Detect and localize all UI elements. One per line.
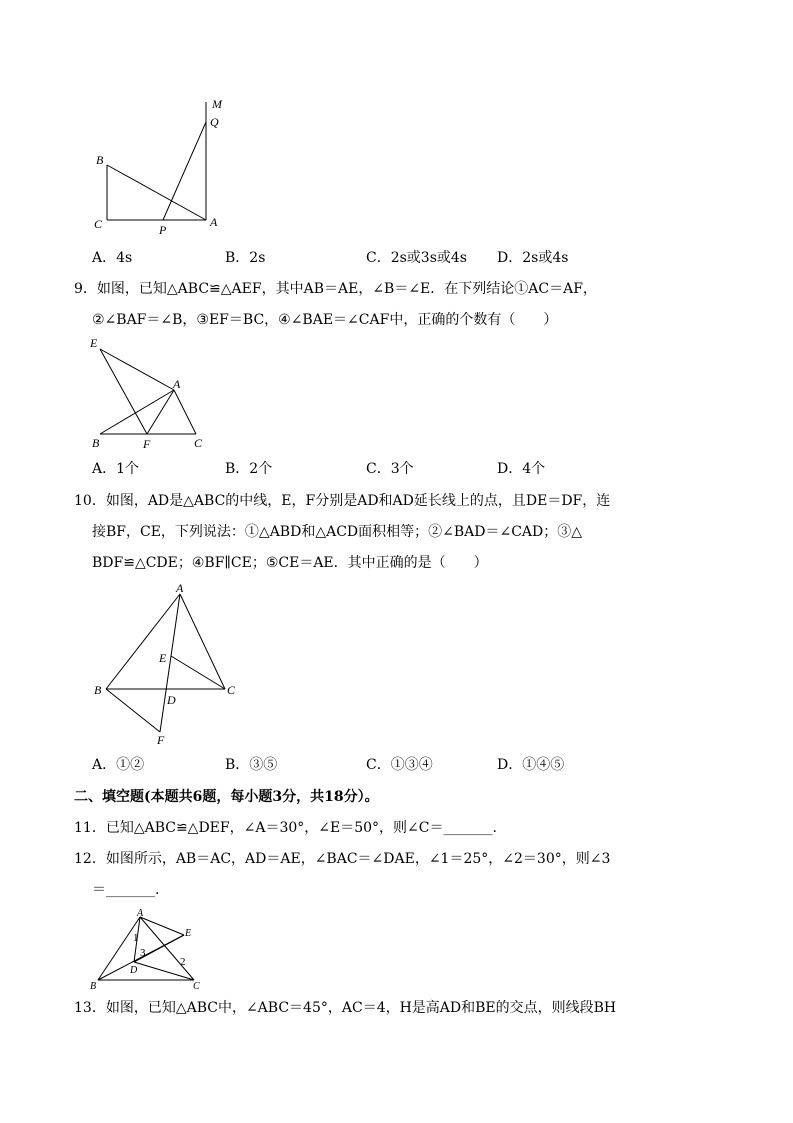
q10-stem-line3: BDF≌△CDE；④BF∥CE；⑤CE＝AE．其中正确的是（ ） — [92, 555, 488, 571]
q10-label-C: C — [227, 683, 236, 697]
q9-stem-line1: 9．如图，已知△ABC≌△AEF，其中AB＝AE，∠B＝∠E．在下列结论①AC＝AF， — [74, 281, 597, 297]
q12-stem-line2: ＝_______. — [92, 882, 160, 898]
q12-stem-line1: 12．如图所示，AB＝AC，AD＝AE，∠BAC＝∠DAE，∠1＝25°，∠2＝30°，则∠3 — [74, 851, 611, 867]
q10-option-c[interactable]: C．①③④ — [366, 757, 433, 773]
q9-label-F: F — [143, 437, 151, 451]
q12-label-C: C — [193, 981, 200, 992]
q10-label-E: E — [159, 651, 167, 665]
q9-stem-line2: ②∠BAF＝∠B，③EF＝BC，④∠BAE＝∠CAF中，正确的个数有（ ） — [92, 312, 558, 328]
q12-angle-2: 2 — [180, 956, 186, 968]
q10-label-B: B — [94, 683, 102, 697]
q12-figure — [84, 905, 214, 993]
q8-option-a[interactable]: A．4s — [92, 250, 133, 266]
q10-option-b[interactable]: B．③⑤ — [225, 757, 278, 773]
q9-option-b[interactable]: B．2个 — [225, 461, 273, 477]
q11-stem: 11．已知△ABC≌△DEF，∠A＝30°，∠E＝50°，则∠C＝_______. — [74, 820, 497, 836]
q8-label-B: B — [96, 153, 104, 167]
q13-stem: 13．如图，已知△ABC中，∠ABC＝45°，AC＝4，H是高AD和BE的交点，则线段BH — [74, 1000, 617, 1016]
q8-label-P: P — [159, 223, 167, 237]
q10-option-a[interactable]: A．①② — [92, 757, 145, 773]
q12-angle-1: 1 — [133, 932, 139, 944]
q8-label-A: A — [210, 215, 218, 229]
q9-label-B: B — [92, 436, 100, 450]
q12-label-E: E — [185, 928, 192, 939]
q12-label-B: B — [90, 981, 97, 992]
q10-stem-line2: 接BF，CE，下列说法：①△ABD和△ACD面积相等；②∠BAD＝∠CAD；③△ — [92, 524, 583, 540]
q10-figure — [88, 580, 248, 748]
q9-label-C: C — [194, 436, 203, 450]
q8-label-M: M — [212, 97, 222, 111]
q9-label-E: E — [90, 336, 98, 350]
q9-label-A: A — [173, 377, 181, 391]
q8-option-c[interactable]: C．2s或3s或4s — [366, 250, 467, 266]
q12-angle-3: 3 — [140, 947, 146, 959]
q10-label-F: F — [157, 733, 165, 747]
q8-figure — [88, 92, 238, 242]
q10-label-A: A — [176, 581, 184, 595]
q8-label-Q: Q — [210, 115, 219, 129]
q10-label-D: D — [167, 693, 176, 707]
q10-stem-line1: 10．如图，AD是△ABC的中线，E，F分别是AD和AD延长线上的点，且DE＝DF，连 — [74, 493, 611, 509]
q9-figure — [86, 335, 216, 453]
q10-option-d[interactable]: D．①④⑤ — [497, 757, 565, 773]
q9-option-d[interactable]: D．4个 — [497, 461, 546, 477]
q8-label-C: C — [94, 217, 103, 231]
q12-label-A: A — [137, 908, 144, 919]
q9-option-c[interactable]: C．3个 — [366, 461, 414, 477]
section-heading-fill-in: 二、填空题(本题共6题，每小题3分，共18分）。 — [74, 789, 379, 805]
q12-label-D: D — [130, 965, 138, 976]
q8-option-d[interactable]: D．2s或4s — [497, 250, 569, 266]
q8-option-b[interactable]: B．2s — [225, 250, 266, 266]
q9-option-a[interactable]: A．1个 — [92, 461, 140, 477]
